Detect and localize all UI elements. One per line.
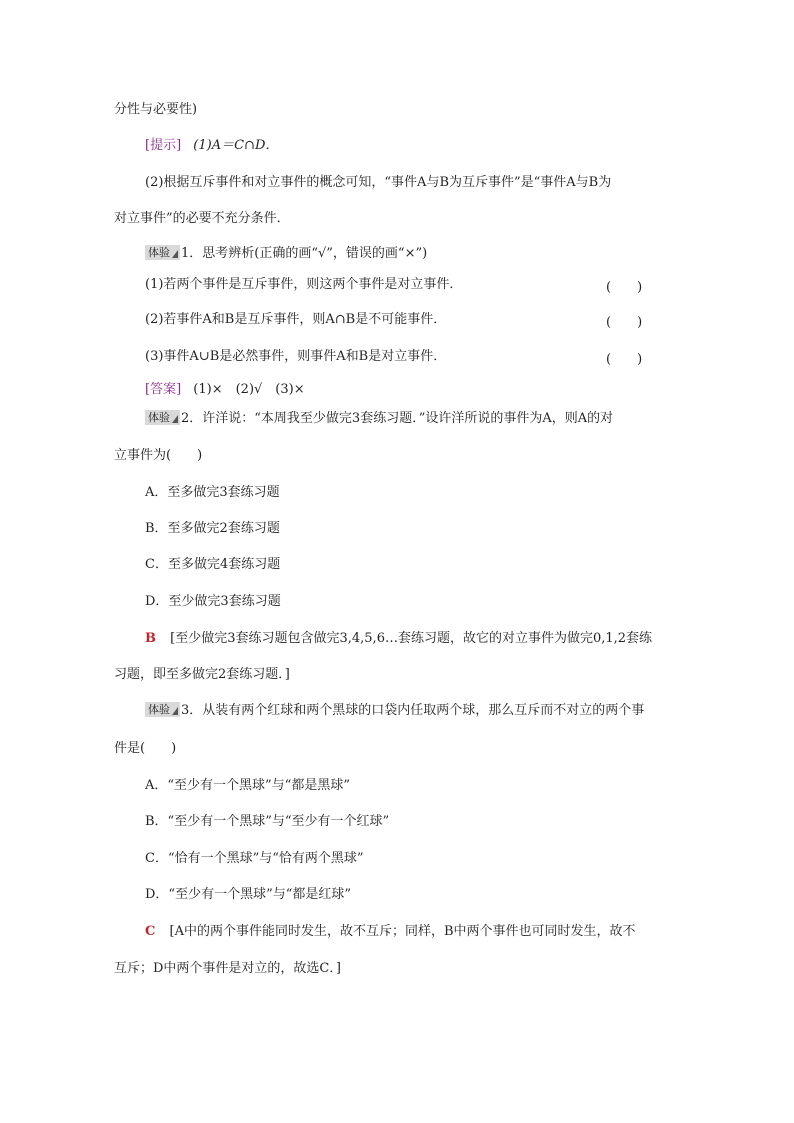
question-2-option-b: B．至多做完2套练习题 — [145, 521, 280, 536]
answer-3-line-a — [145, 923, 636, 941]
question-2-text-a: 2．许洋说：“本周我至少做完3套练习题．”设许洋所说的事件为A，则A的对 — [181, 411, 614, 426]
answer-blank-3: ( ) — [606, 352, 643, 367]
question-2-option-c: C．至多做完4套练习题 — [145, 557, 281, 572]
answer-1-line — [145, 381, 305, 399]
question-2-title — [145, 410, 613, 428]
question-2-option-d: D．至少做完3套练习题 — [145, 594, 281, 609]
practice-badge-icon: 体验 — [145, 245, 180, 260]
question-3-option-b: B．“至少有一个黑球”与“至少有一个红球” — [145, 814, 390, 829]
answer-2-text-b: 习题，即至多做完2套练习题．] — [114, 667, 290, 682]
hint2-line-a: (2)根据互斥事件和对立事件的概念可知，“事件A与B为互斥事件”是“事件A与B为 — [145, 175, 612, 190]
answer-3-letter: C — [145, 924, 156, 939]
answer-blank-2: ( ) — [606, 315, 643, 330]
question-1-text: 1．思考辨析(正确的画“√”，错误的画“×”) — [181, 246, 428, 261]
hint-tag: [提示] — [145, 138, 182, 153]
practice-badge-icon: 体验 — [145, 410, 180, 425]
question-1-title — [145, 245, 427, 263]
answer-3-text-b: 互斥；D中两个事件是对立的，故选C．] — [114, 961, 341, 976]
answer-2-line-a — [145, 630, 652, 648]
question-3-text-a: 3．从装有两个红球和两个黑球的口袋内任取两个球，那么互斥而不对立的两个事 — [181, 703, 645, 718]
question-3-title — [145, 702, 644, 720]
answer-2-letter: B — [145, 631, 156, 646]
answer-1-text: (1)× (2)√ (3)× — [193, 382, 305, 397]
hint-text: (1)A＝C∩D． — [193, 138, 279, 153]
question-3-option-c: C．“恰有一个黑球”与“恰有两个黑球” — [145, 851, 364, 866]
question-2-option-a: A．至多做完3套练习题 — [145, 485, 280, 500]
question-3-text-b: 件是( ) — [114, 741, 177, 756]
answer-blank-1: ( ) — [606, 280, 643, 295]
hint-line — [145, 137, 278, 155]
hint2-line-b: 对立事件”的必要不充分条件． — [114, 211, 290, 226]
answer-3-text-a: [A中的两个事件能同时发生，故不互斥；同样，B中两个事件也可同时发生，故不 — [169, 924, 636, 939]
question-1-item-3: (3)事件A∪B是必然事件，则事件A和B是对立事件． — [145, 349, 447, 364]
question-3-option-a: A．“至少有一个黑球”与“都是黑球” — [145, 778, 350, 793]
answer-tag: [答案] — [145, 382, 182, 397]
question-1-item-2: (2)若事件A和B是互斥事件，则A∩B是不可能事件． — [145, 312, 447, 327]
answer-2-text-a: [至少做完3套练习题包含做完3,4,5,6…套练习题，故它的对立事件为做完0,1,2套练 — [170, 631, 653, 646]
continued-text-line: 分性与必要性) — [114, 102, 198, 117]
question-3-option-d: D．“至少有一个黑球”与“都是红球” — [145, 887, 352, 902]
practice-badge-icon: 体验 — [145, 702, 180, 717]
question-1-item-1: (1)若两个事件是互斥事件，则这两个事件是对立事件． — [145, 277, 463, 292]
question-2-text-b: 立事件为( ) — [114, 448, 203, 463]
